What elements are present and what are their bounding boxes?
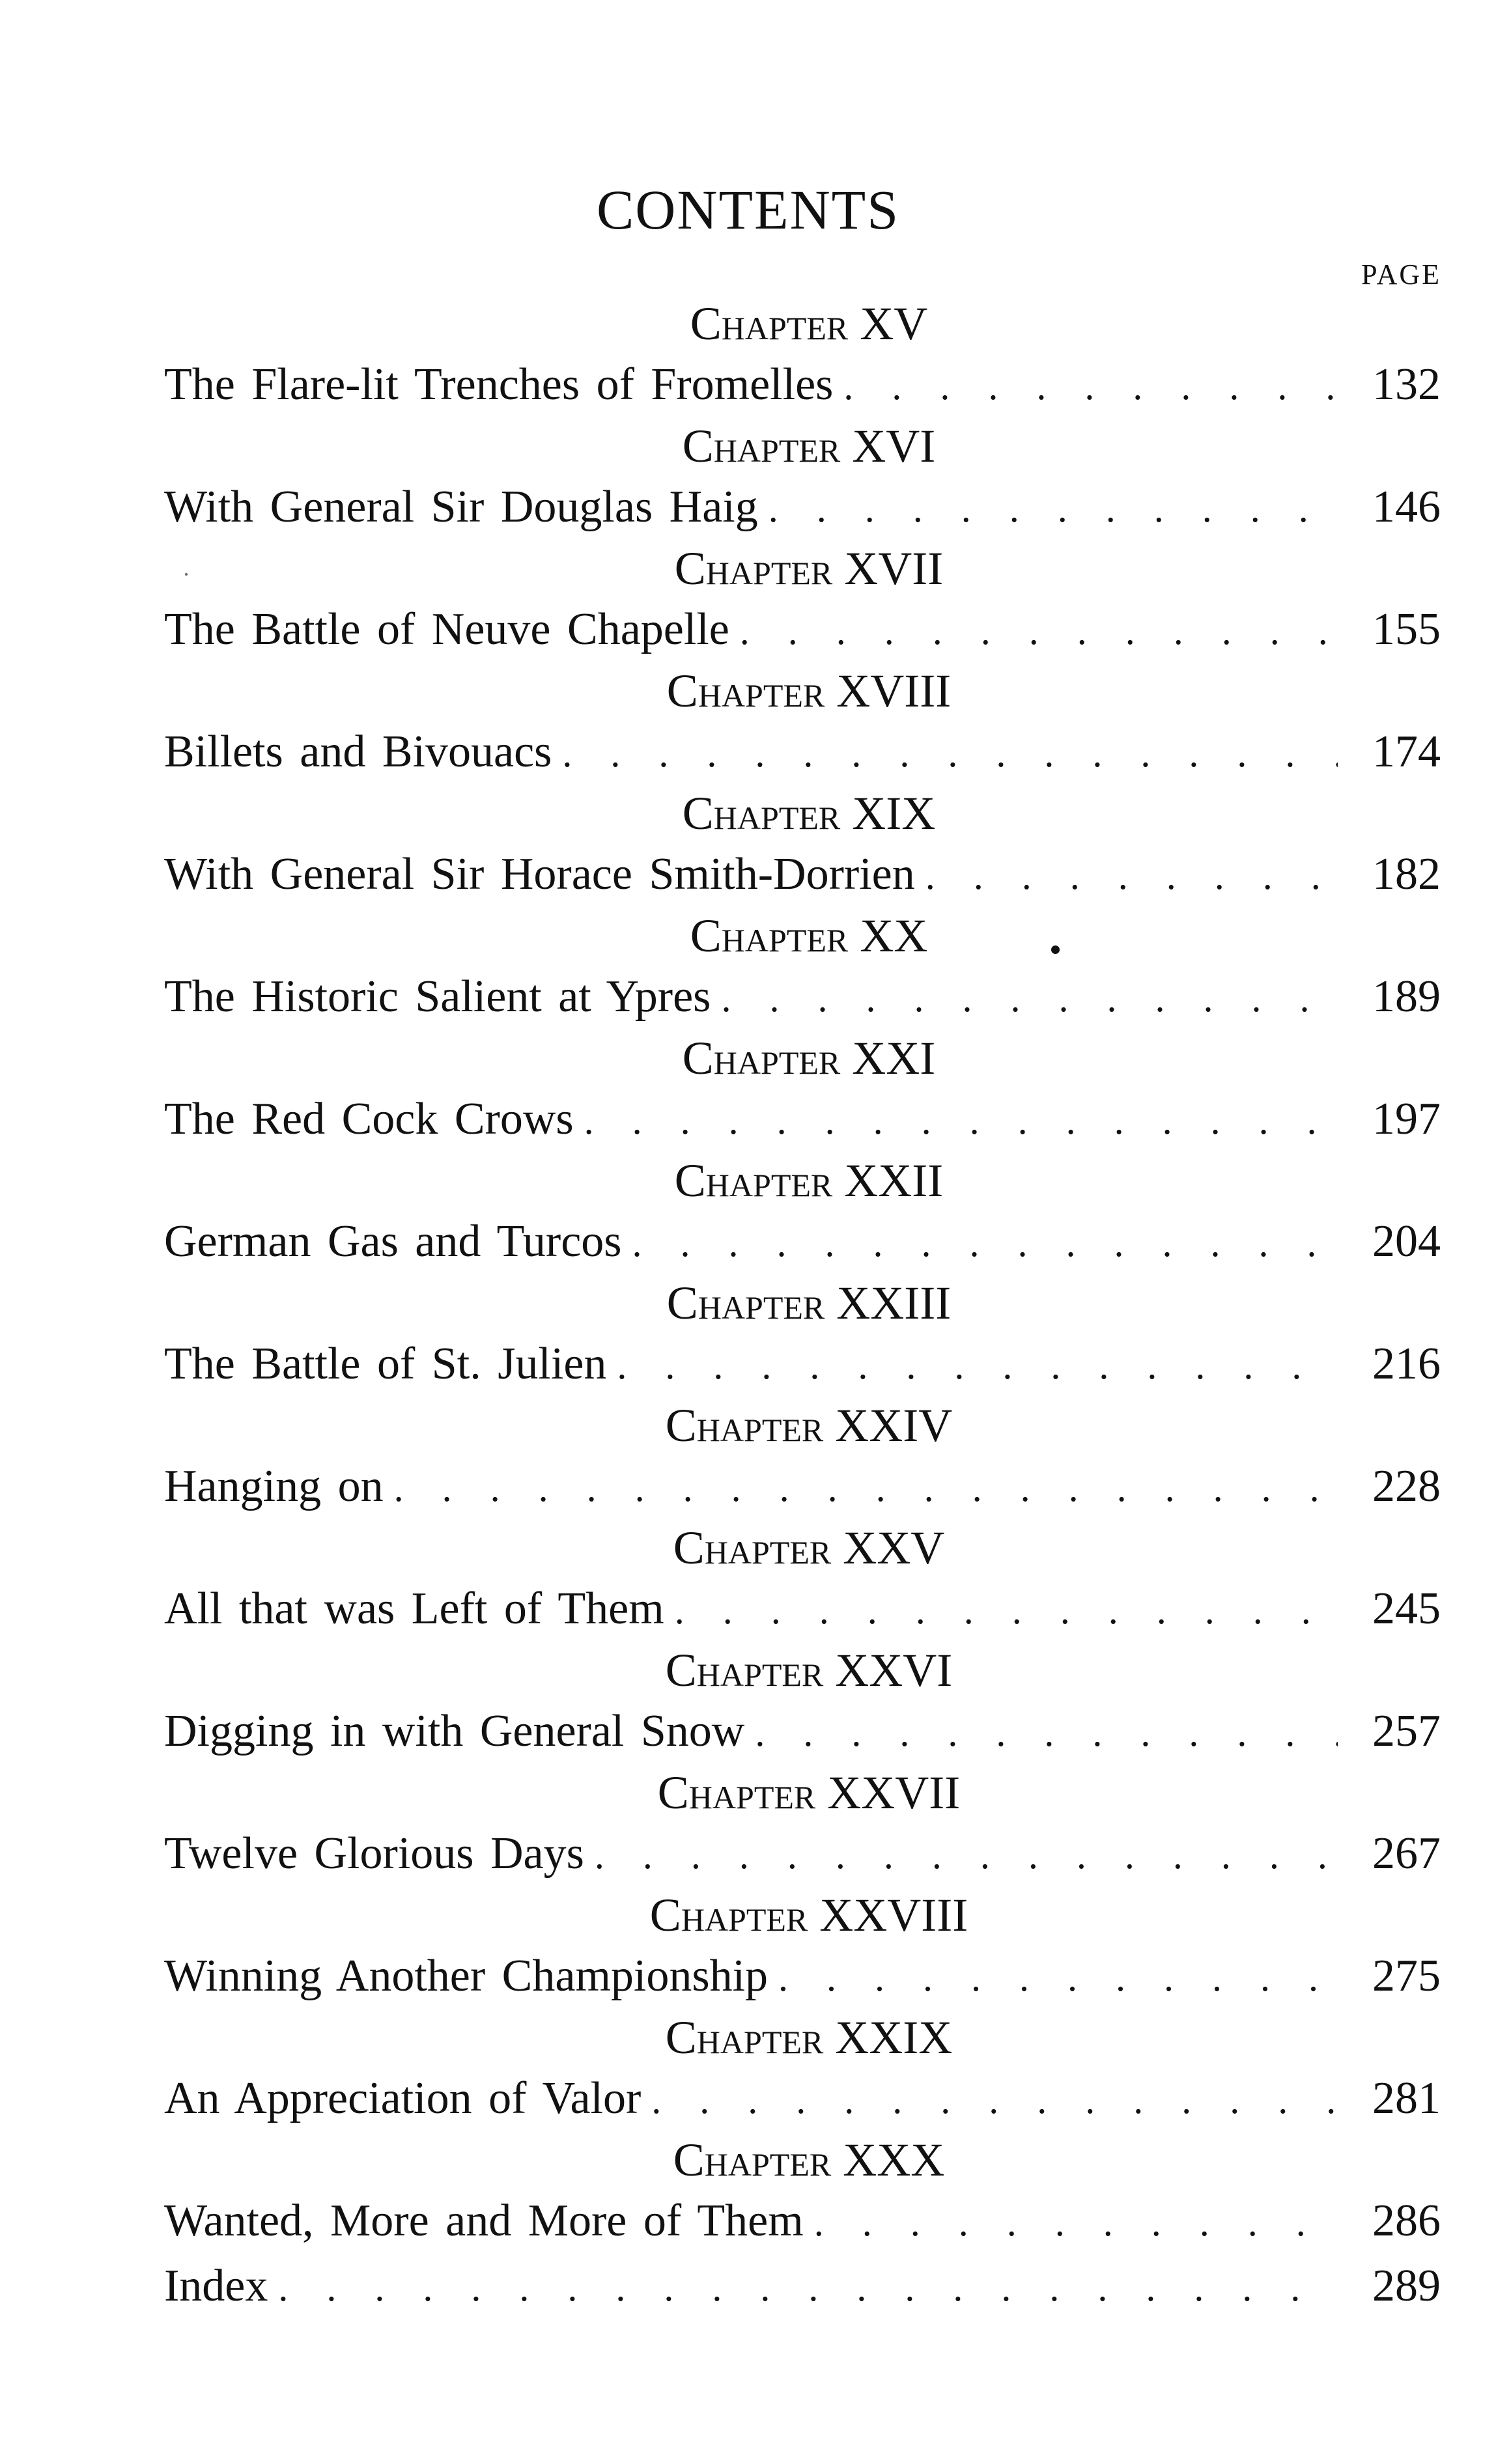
toc-entry[interactable] <box>164 1823 1441 1884</box>
entry-title: Twelve Glorious Days <box>164 1828 584 1879</box>
chapter-word: Chapter <box>665 2011 824 2064</box>
chapter-word: Chapter <box>666 665 825 717</box>
chapter-number: XIX <box>852 787 936 839</box>
chapter-number: XXV <box>843 1522 945 1574</box>
dot-leader <box>651 2069 1338 2131</box>
entry-title: German Gas and Turcos <box>164 1216 622 1267</box>
entry-title: Index <box>164 2261 268 2311</box>
chapter-heading <box>164 538 1441 599</box>
toc-entry[interactable] <box>164 844 1441 905</box>
entry-page-number: 228 <box>1372 1461 1441 1511</box>
chapter-heading <box>164 783 1441 844</box>
toc-entry[interactable] <box>164 1089 1441 1150</box>
chapter-number: XXVII <box>827 1767 961 1819</box>
toc-entry[interactable] <box>164 1701 1441 1762</box>
entry-page-number: 245 <box>1372 1584 1441 1634</box>
chapter-word: Chapter <box>673 2134 832 2186</box>
toc-entry[interactable] <box>164 1334 1441 1395</box>
entry-title: Billets and Bivouacs <box>164 727 552 777</box>
entry-title: The Battle of St. Julien <box>164 1339 607 1389</box>
entry-title: With General Sir Douglas Haig <box>164 482 758 532</box>
toc-entry[interactable] <box>164 599 1441 660</box>
chapter-heading <box>164 905 1441 966</box>
chapter-number: XVI <box>852 420 936 472</box>
print-speck <box>1051 945 1060 954</box>
entry-title: Hanging on <box>164 1461 384 1511</box>
entry-page-number: 257 <box>1372 1706 1441 1756</box>
dot-leader <box>632 1212 1338 1274</box>
entry-title: With General Sir Horace Smith-Dorrien <box>164 849 915 899</box>
entry-title: The Battle of Neuve Chapelle <box>164 604 729 654</box>
chapter-word: Chapter <box>657 1767 816 1819</box>
dot-leader <box>769 478 1338 539</box>
chapter-heading <box>164 293 1441 354</box>
chapter-heading <box>164 1272 1441 1334</box>
chapter-heading <box>164 2129 1441 2191</box>
dot-leader <box>617 1335 1338 1396</box>
dot-leader <box>584 1090 1338 1151</box>
toc-entry[interactable] <box>164 1946 1441 2007</box>
chapter-word: Chapter <box>682 1032 841 1084</box>
chapter-heading <box>164 1395 1441 1456</box>
chapter-number: XX <box>860 910 928 962</box>
entry-title: The Flare-lit Trenches of Fromelles <box>164 359 834 410</box>
toc-entry[interactable] <box>164 1456 1441 1517</box>
toc-entry[interactable] <box>164 721 1441 783</box>
print-speck-faint <box>185 573 188 576</box>
chapter-word: Chapter <box>682 787 841 839</box>
toc-entry-index[interactable] <box>164 2256 1441 2317</box>
entry-page-number: 281 <box>1372 2073 1441 2123</box>
toc-entry[interactable] <box>164 477 1441 538</box>
chapter-number: XXIV <box>835 1399 953 1451</box>
dot-leader <box>562 723 1338 784</box>
page-title: CONTENTS <box>596 178 900 241</box>
chapter-number: XV <box>860 298 928 350</box>
chapter-number: XXI <box>852 1032 936 1084</box>
entry-title: Winning Another Championship <box>164 1951 769 2001</box>
chapter-number: XVII <box>844 542 944 595</box>
entry-page-number: 174 <box>1372 727 1441 777</box>
entry-page-number: 146 <box>1372 482 1441 532</box>
chapter-word: Chapter <box>674 1155 833 1207</box>
chapter-word: Chapter <box>690 910 849 962</box>
chapter-number: XXII <box>844 1155 944 1207</box>
chapter-number: XXVI <box>835 1644 953 1696</box>
entry-title: The Red Cock Crows <box>164 1094 574 1144</box>
chapter-word: Chapter <box>690 298 849 350</box>
toc-entry[interactable] <box>164 966 1441 1028</box>
toc-entry[interactable] <box>164 1578 1441 1640</box>
chapter-word: Chapter <box>673 1522 832 1574</box>
chapter-heading <box>164 415 1441 477</box>
chapter-word: Chapter <box>649 1889 808 1941</box>
chapter-heading <box>164 1762 1441 1823</box>
entry-page-number: 197 <box>1372 1094 1441 1144</box>
entry-page-number: 204 <box>1372 1216 1441 1267</box>
chapter-heading <box>164 2007 1441 2068</box>
entry-page-number: 155 <box>1372 604 1441 654</box>
toc-entry[interactable] <box>164 2068 1441 2129</box>
toc-entry[interactable] <box>164 1211 1441 1272</box>
dot-leader <box>721 968 1338 1029</box>
entry-page-number: 189 <box>1372 972 1441 1022</box>
entry-title: Wanted, More and More of Them <box>164 2196 804 2246</box>
dot-leader <box>814 2192 1338 2253</box>
entry-page-number: 267 <box>1372 1828 1441 1879</box>
entry-page-number: 275 <box>1372 1951 1441 2001</box>
dot-leader <box>843 356 1338 417</box>
chapter-number: XXIII <box>836 1277 952 1329</box>
dot-leader <box>675 1580 1338 1641</box>
entry-title: All that was Left of Them <box>164 1584 664 1634</box>
toc-entry[interactable] <box>164 354 1441 415</box>
entry-title: The Historic Salient at Ypres <box>164 972 711 1022</box>
chapter-number: XVIII <box>836 665 952 717</box>
table-of-contents <box>164 293 1441 2317</box>
dot-leader <box>278 2257 1338 2318</box>
entry-page-number: 289 <box>1372 2261 1441 2311</box>
chapter-heading <box>164 1028 1441 1089</box>
entry-page-number: 182 <box>1372 849 1441 899</box>
dot-leader <box>394 1457 1338 1519</box>
chapter-heading <box>164 1640 1441 1701</box>
chapter-word: Chapter <box>666 1277 825 1329</box>
chapter-word: Chapter <box>682 420 841 472</box>
dot-leader <box>925 845 1338 906</box>
chapter-word: Chapter <box>665 1399 824 1451</box>
dot-leader <box>778 1947 1338 2008</box>
chapter-number: XXIX <box>835 2011 953 2064</box>
entry-page-number: 216 <box>1372 1339 1441 1389</box>
chapter-word: Chapter <box>674 542 833 595</box>
chapter-heading <box>164 660 1441 721</box>
entry-page-number: 286 <box>1372 2196 1441 2246</box>
chapter-heading <box>164 1517 1441 1578</box>
chapter-word: Chapter <box>665 1644 824 1696</box>
dot-leader <box>740 600 1338 662</box>
dot-leader <box>595 1825 1338 1886</box>
entry-title: An Appreciation of Valor <box>164 2073 642 2123</box>
chapter-heading <box>164 1884 1441 1946</box>
chapter-number: XXX <box>843 2134 945 2186</box>
chapter-heading <box>164 1150 1441 1211</box>
entry-title: Digging in with General Snow <box>164 1706 745 1756</box>
chapter-number: XXVIII <box>819 1889 968 1941</box>
dot-leader <box>755 1702 1338 1763</box>
entry-page-number: 132 <box>1372 359 1441 410</box>
page-column-label: PAGE <box>1361 259 1441 290</box>
toc-entry[interactable] <box>164 2191 1441 2252</box>
